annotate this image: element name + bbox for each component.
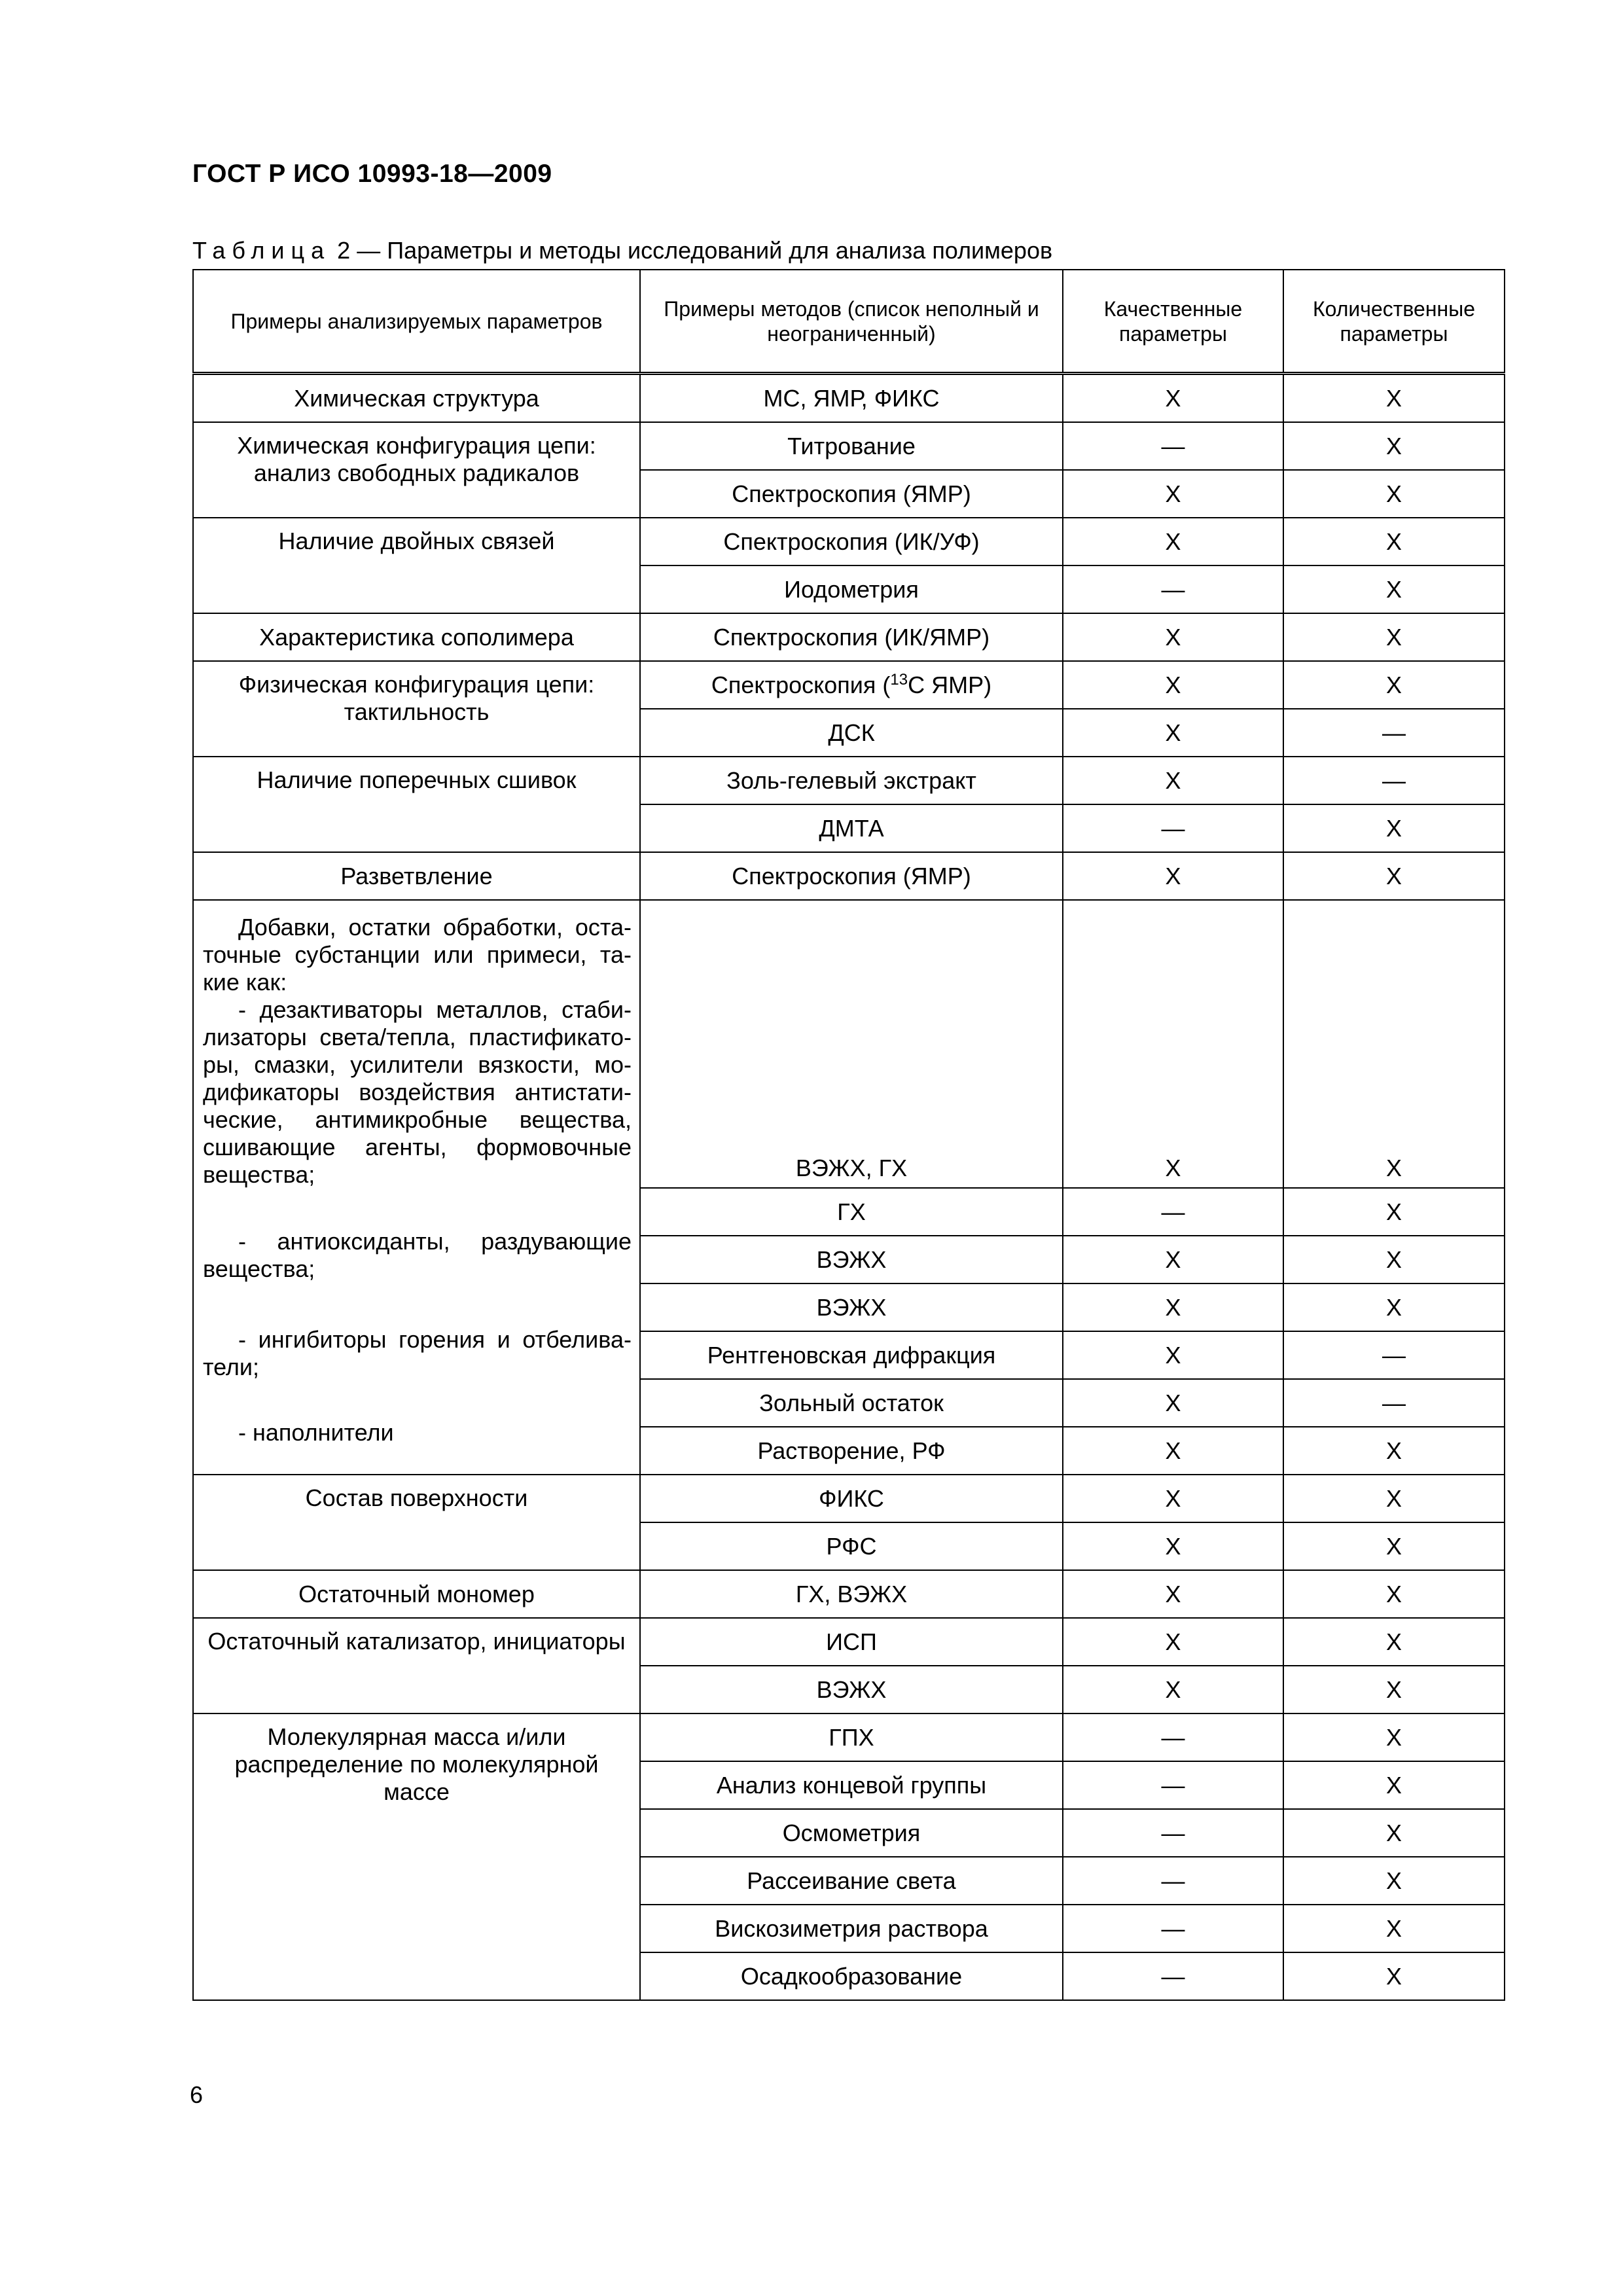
- qualitative-mark: X: [1063, 900, 1283, 1188]
- parameter-cell: Физическая конфигурация цепи: тактильность: [193, 661, 640, 757]
- qualitative-mark: X: [1063, 1522, 1283, 1570]
- method-cell: ИСП: [640, 1618, 1063, 1666]
- method-text: Спектроскопия (: [711, 671, 891, 698]
- spacer: [203, 1283, 632, 1326]
- qualitative-mark: X: [1063, 757, 1283, 804]
- table-row: [193, 661, 1505, 709]
- method-cell: ВЭЖХ: [640, 1666, 1063, 1713]
- method-cell: Осмометрия: [640, 1809, 1063, 1857]
- additives-item: - дезактиваторы металлов, стабилизаторы света/тепла, пластификаторы, смазки, усилители вязкости, модификаторы воздействия антистатические, антимикробные вещества, сшивающие агенты, формовочные вещества;: [203, 996, 632, 1188]
- additives-intro: Добавки, остатки обработки, остаточные субстанции или примеси, такие как:: [203, 914, 632, 996]
- method-cell: РФС: [640, 1522, 1063, 1570]
- quantitative-mark: X: [1283, 852, 1505, 900]
- table-row: [193, 613, 1505, 661]
- quantitative-mark: X: [1283, 470, 1505, 518]
- qualitative-mark: X: [1063, 1570, 1283, 1618]
- qualitative-mark: X: [1063, 1283, 1283, 1331]
- table-row: [193, 374, 1505, 423]
- table-row: [193, 518, 1505, 565]
- method-cell: [640, 661, 1063, 709]
- quantitative-mark: X: [1283, 1236, 1505, 1283]
- qualitative-mark: —: [1063, 422, 1283, 470]
- method-cell: ВЭЖХ: [640, 1283, 1063, 1331]
- polymer-analysis-table: [192, 269, 1505, 2001]
- method-superscript: 13: [890, 670, 908, 689]
- spacer: [203, 1189, 632, 1228]
- method-cell: Вискозиметрия раствора: [640, 1905, 1063, 1952]
- qualitative-mark: —: [1063, 1713, 1283, 1761]
- parameter-cell: Молекулярная масса и/или распределение по молекулярной массе: [193, 1713, 640, 2000]
- quantitative-mark: X: [1283, 1857, 1505, 1905]
- parameter-cell: Наличие двойных связей: [193, 518, 640, 613]
- quantitative-mark: X: [1283, 1618, 1505, 1666]
- quantitative-mark: X: [1283, 1283, 1505, 1331]
- parameter-cell: Состав поверхности: [193, 1475, 640, 1570]
- table-row: [193, 1713, 1505, 1761]
- method-cell: Растворение, РФ: [640, 1427, 1063, 1475]
- qualitative-mark: X: [1063, 1618, 1283, 1666]
- quantitative-mark: X: [1283, 1761, 1505, 1809]
- method-cell: Золь-гелевый экстракт: [640, 757, 1063, 804]
- quantitative-mark: X: [1283, 518, 1505, 565]
- quantitative-mark: X: [1283, 1522, 1505, 1570]
- table-caption: [192, 237, 1052, 264]
- quantitative-mark: X: [1283, 1475, 1505, 1522]
- method-cell: ГПХ: [640, 1713, 1063, 1761]
- quantitative-mark: X: [1283, 1905, 1505, 1952]
- qualitative-mark: —: [1063, 565, 1283, 613]
- qualitative-mark: X: [1063, 613, 1283, 661]
- quantitative-mark: —: [1283, 757, 1505, 804]
- table-caption-label: Таблица: [192, 237, 331, 264]
- method-cell: Рассеивание света: [640, 1857, 1063, 1905]
- qualitative-mark: —: [1063, 1905, 1283, 1952]
- method-cell: Иодометрия: [640, 565, 1063, 613]
- quantitative-mark: X: [1283, 1188, 1505, 1236]
- method-text: С ЯМР): [908, 671, 992, 698]
- method-cell: ГХ, ВЭЖХ: [640, 1570, 1063, 1618]
- method-cell: ФИКС: [640, 1475, 1063, 1522]
- parameter-cell: Остаточный катализатор, инициаторы: [193, 1618, 640, 1713]
- quantitative-mark: X: [1283, 661, 1505, 709]
- method-cell: ГХ: [640, 1188, 1063, 1236]
- qualitative-mark: X: [1063, 1666, 1283, 1713]
- table-row: [193, 1475, 1505, 1522]
- method-cell: ВЭЖХ: [640, 1236, 1063, 1283]
- table-caption-text: Параметры и методы исследований для анализа полимеров: [387, 237, 1053, 264]
- qualitative-mark: X: [1063, 1427, 1283, 1475]
- quantitative-mark: X: [1283, 565, 1505, 613]
- quantitative-mark: X: [1283, 900, 1505, 1188]
- quantitative-mark: X: [1283, 1666, 1505, 1713]
- qualitative-mark: —: [1063, 1809, 1283, 1857]
- table-caption-dash: —: [357, 237, 381, 264]
- column-header-methods: Примеры методов (список неполный и неограниченный): [640, 270, 1063, 374]
- quantitative-mark: X: [1283, 613, 1505, 661]
- quantitative-mark: X: [1283, 1952, 1505, 2000]
- method-cell: Спектроскопия (ЯМР): [640, 852, 1063, 900]
- qualitative-mark: X: [1063, 709, 1283, 757]
- column-header-parameters: Примеры анализируемых параметров: [193, 270, 640, 374]
- document-title: ГОСТ Р ИСО 10993-18—2009: [192, 160, 552, 188]
- method-cell: Спектроскопия (ИК/ЯМР): [640, 613, 1063, 661]
- additives-item: - антиоксиданты, раздувающие вещества;: [203, 1228, 632, 1282]
- table-row: [193, 1618, 1505, 1666]
- parameter-cell-additives: [193, 900, 640, 1475]
- method-cell: Анализ концевой группы: [640, 1761, 1063, 1809]
- qualitative-mark: —: [1063, 804, 1283, 852]
- quantitative-mark: —: [1283, 1331, 1505, 1379]
- spacer: [203, 1381, 632, 1419]
- qualitative-mark: —: [1063, 1952, 1283, 2000]
- qualitative-mark: X: [1063, 1475, 1283, 1522]
- parameter-cell: Разветвление: [193, 852, 640, 900]
- method-cell: ДСК: [640, 709, 1063, 757]
- additives-item: - ингибиторы горения и отбеливатели;: [203, 1326, 632, 1380]
- table-row: [193, 852, 1505, 900]
- method-cell: ДМТА: [640, 804, 1063, 852]
- quantitative-mark: —: [1283, 1379, 1505, 1427]
- parameter-cell: Химическая конфигурация цепи: анализ свободных радикалов: [193, 422, 640, 518]
- qualitative-mark: X: [1063, 374, 1283, 423]
- table-row: [193, 422, 1505, 470]
- parameter-cell: Характеристика сополимера: [193, 613, 640, 661]
- method-cell: Зольный остаток: [640, 1379, 1063, 1427]
- quantitative-mark: X: [1283, 422, 1505, 470]
- additives-item: - наполнители: [238, 1419, 394, 1446]
- method-cell: Спектроскопия (ЯМР): [640, 470, 1063, 518]
- qualitative-mark: X: [1063, 470, 1283, 518]
- table-row: [193, 1570, 1505, 1618]
- qualitative-mark: X: [1063, 661, 1283, 709]
- method-cell: Спектроскопия (ИК/УФ): [640, 518, 1063, 565]
- quantitative-mark: X: [1283, 374, 1505, 423]
- table-row: [193, 757, 1505, 804]
- parameter-cell: Остаточный мономер: [193, 1570, 640, 1618]
- qualitative-mark: —: [1063, 1188, 1283, 1236]
- quantitative-mark: —: [1283, 709, 1505, 757]
- quantitative-mark: X: [1283, 1427, 1505, 1475]
- qualitative-mark: X: [1063, 1379, 1283, 1427]
- method-cell: Рентгеновская дифракция: [640, 1331, 1063, 1379]
- table-row: [193, 900, 1505, 1188]
- parameter-cell: Химическая структура: [193, 374, 640, 423]
- qualitative-mark: X: [1063, 1331, 1283, 1379]
- quantitative-mark: X: [1283, 1570, 1505, 1618]
- method-cell: ВЭЖХ, ГХ: [640, 900, 1063, 1188]
- quantitative-mark: X: [1283, 1809, 1505, 1857]
- column-header-qualitative: Качественные параметры: [1063, 270, 1283, 374]
- qualitative-mark: —: [1063, 1857, 1283, 1905]
- qualitative-mark: —: [1063, 1761, 1283, 1809]
- method-cell: Осадкообразование: [640, 1952, 1063, 2000]
- quantitative-mark: X: [1283, 1713, 1505, 1761]
- method-cell: Титрование: [640, 422, 1063, 470]
- page-number: 6: [190, 2081, 204, 2108]
- method-cell: МС, ЯМР, ФИКС: [640, 374, 1063, 423]
- parameter-cell: Наличие поперечных сшивок: [193, 757, 640, 852]
- table-caption-number: 2: [337, 237, 351, 264]
- qualitative-mark: X: [1063, 518, 1283, 565]
- table-header-row: [193, 270, 1505, 374]
- column-header-quantitative: Количественные параметры: [1283, 270, 1505, 374]
- qualitative-mark: X: [1063, 1236, 1283, 1283]
- quantitative-mark: X: [1283, 804, 1505, 852]
- qualitative-mark: X: [1063, 852, 1283, 900]
